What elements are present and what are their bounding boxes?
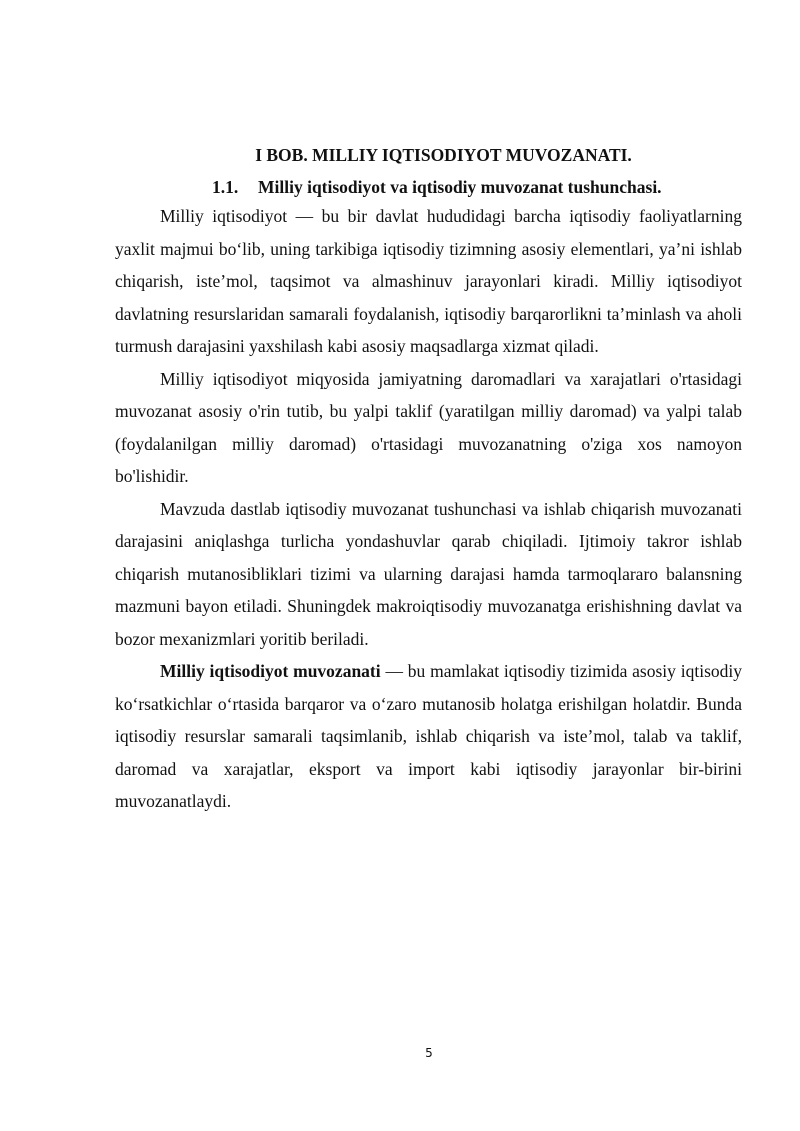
paragraph-3: Mavzuda dastlab iqtisodiy muvozanat tushunchasi va ishlab chiqarish muvozanati darajasini aniqlashga turlicha yondashuvlar qarab chiqiladi. Ijtimoiy takror ishlab chiqarish mutanosibliklari tizimi va ularning darajasi hamda tarmoqlararo balansning mazmuni bayon etiladi. Shuningdek makroiqtisodiy muvozanatga erishishning davlat va bozor mexanizmlari yoritib beriladi. [115, 498, 742, 649]
section-title: Milliy iqtisodiyot va iqtisodiy muvozanat tushunchasi. [258, 177, 662, 197]
definition-text: — bu mamlakat iqtisodiy tizimida asosiy iqtisodiy ko‘rsatkichlar o‘rtasida barqaror va o‘zaro mutanosib holatga erishilgan holatdir. Bunda iqtisodiy resurslar samarali taqsimlanib, ishlab chiqarish va iste’mol, talab va taklif, daromad va xarajatlar, eksport va import kabi iqtisodiy jarayonlar bir-birini muvozanatlaydi. [115, 661, 742, 811]
paragraph-1: Milliy iqtisodiyot — bu bir davlat hududidagi barcha iqtisodiy faoliyatlarning yaxlit majmui bo‘lib, uning tarkibiga iqtisodiy tizimning asosiy elementlari, ya’ni ishlab chiqarish, iste’mol, taqsimot va almashinuv jarayonlari kiradi. Milliy iqtisodiyot davlatning resurslaridan samarali foydalanish, iqtisodiy barqarorlikni ta’minlash va aholi turmush darajasini yaxshilash kabi asosiy maqsadlarga xizmat qiladi. [115, 206, 742, 356]
definition-term: Milliy iqtisodiyot muvozanati [160, 661, 381, 681]
paragraph-2: Milliy iqtisodiyot miqyosida jamiyatning daromadlari va xarajatlari o'rtasidagi muvozanat asosiy o'rin tutib, bu yalpi taklif (yaratilgan milliy daromad) va yalpi talab (foydalanilgan milliy daromad) o'rtasidagi muvozanatning o'ziga xos namoyon bo'lishidir. [115, 368, 742, 486]
page-number: 5 [425, 1046, 433, 1060]
section-number: 1.1. [212, 177, 239, 197]
section-heading [212, 175, 752, 199]
definition-paragraph [115, 655, 742, 818]
chapter-title: I BOB. MILLIY IQTISODIYOT MUVOZANATI. [255, 145, 632, 165]
body-text [115, 200, 742, 818]
